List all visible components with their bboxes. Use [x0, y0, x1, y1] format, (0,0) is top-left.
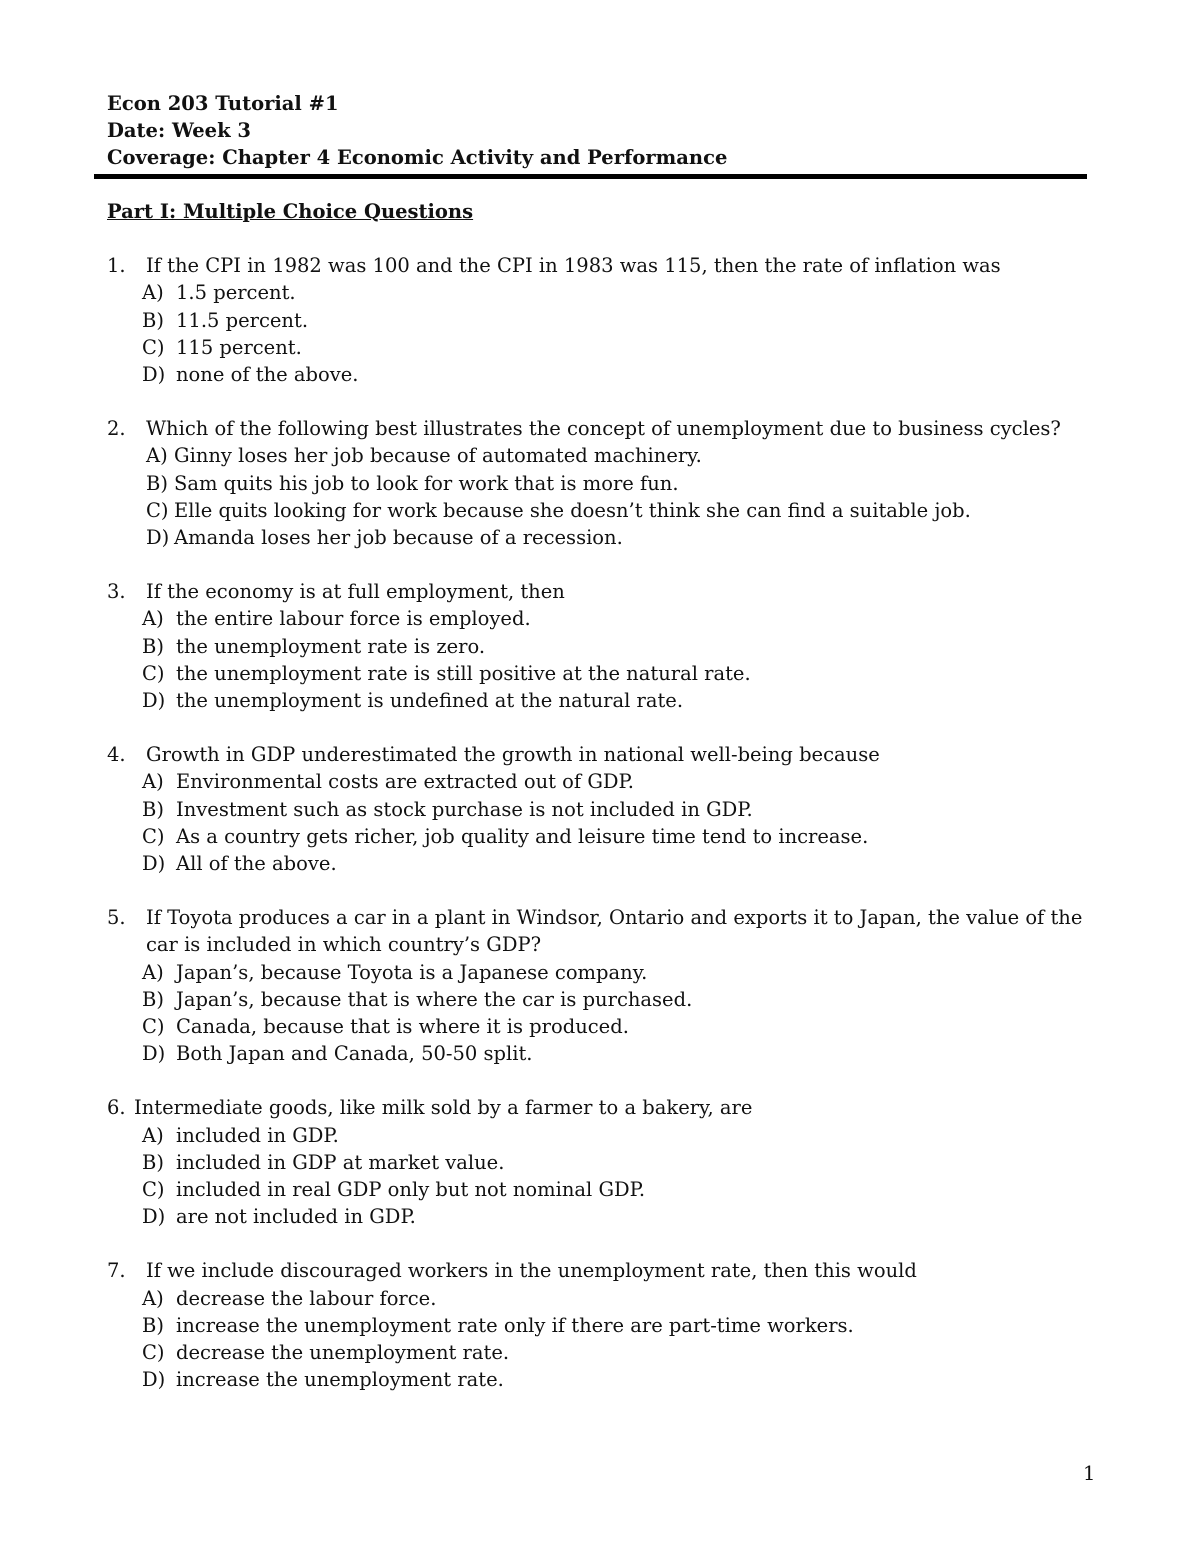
option-d	[142, 1040, 1107, 1067]
option-text: Elle quits looking for work because she doesn’t think she can find a suitable job.	[174, 498, 971, 522]
option-text: are not included in GDP.	[176, 1205, 416, 1229]
option-text: increase the unemployment rate.	[176, 1368, 504, 1392]
option-letter: C)	[142, 1341, 165, 1365]
option-d	[142, 850, 1107, 877]
option-b	[142, 986, 1107, 1013]
option-letter: B)	[142, 308, 164, 332]
option-c	[146, 497, 1107, 524]
tutorial-coverage: Coverage: Chapter 4 Economic Activity and Performance	[107, 146, 728, 169]
option-text: decrease the labour force.	[176, 1286, 437, 1310]
option-letter: C)	[142, 661, 165, 685]
option-text: increase the unemployment rate only if there are part-time workers.	[176, 1313, 854, 1337]
option-letter: D)	[142, 689, 166, 713]
option-c	[142, 334, 1107, 361]
option-text: All of the above.	[176, 852, 337, 876]
option-text: Environmental costs are extracted out of GDP.	[176, 770, 634, 794]
option-d	[142, 687, 1107, 714]
option-b	[142, 796, 1107, 823]
option-text: included in GDP.	[176, 1123, 339, 1147]
question-1	[107, 252, 1107, 388]
option-letter: C)	[146, 498, 169, 522]
option-b	[142, 1312, 1107, 1339]
option-b	[146, 470, 1107, 497]
option-text: included in GDP at market value.	[176, 1150, 505, 1174]
option-a	[142, 279, 1107, 306]
option-letter: D)	[146, 526, 170, 550]
question-4	[107, 741, 1107, 877]
option-letter: A)	[142, 281, 164, 305]
option-list	[107, 442, 1107, 551]
option-text: Sam quits his job to look for work that is more fun.	[174, 471, 679, 495]
question-number: 6.	[107, 1096, 126, 1120]
option-text: 11.5 percent.	[176, 308, 309, 332]
option-letter: C)	[142, 335, 165, 359]
question-text: Intermediate goods, like milk sold by a farmer to a bakery, are	[134, 1096, 753, 1120]
tutorial-date: Date: Week 3	[107, 119, 251, 142]
question-text: If the CPI in 1982 was 100 and the CPI in 1983 was 115, then the rate of inflation was	[146, 254, 1001, 277]
question-number: 2.	[107, 416, 126, 440]
option-text: Japan’s, because Toyota is a Japanese company.	[176, 960, 648, 984]
option-b	[142, 307, 1107, 334]
option-letter: D)	[142, 363, 166, 387]
question-number: 5.	[107, 905, 126, 929]
option-c	[142, 660, 1107, 687]
option-list	[107, 959, 1107, 1068]
option-text: included in real GDP only but not nominal GDP.	[176, 1178, 646, 1202]
option-letter: D)	[142, 1368, 166, 1392]
option-a	[142, 1285, 1107, 1312]
option-text: 1.5 percent.	[176, 281, 296, 305]
option-letter: A)	[142, 1123, 164, 1147]
option-a	[142, 768, 1107, 795]
question-5	[107, 904, 1107, 1068]
option-text: Canada, because that is where it is produced.	[176, 1015, 629, 1039]
option-letter: D)	[142, 1205, 166, 1229]
option-d	[142, 1203, 1107, 1230]
option-text: Amanda loses her job because of a recession.	[174, 526, 623, 550]
option-a	[142, 1122, 1107, 1149]
option-b	[142, 633, 1107, 660]
question-number: 4.	[107, 742, 126, 766]
option-letter: D)	[142, 852, 166, 876]
question-text: If we include discouraged workers in the unemployment rate, then this would	[146, 1259, 917, 1283]
option-c	[142, 1339, 1107, 1366]
question-number: 1.	[107, 254, 126, 277]
option-text: As a country gets richer, job quality and leisure time tend to increase.	[176, 824, 869, 848]
option-letter: C)	[142, 1015, 165, 1039]
option-text: Ginny loses her job because of automated machinery.	[174, 444, 702, 468]
option-text: none of the above.	[176, 363, 359, 387]
option-list	[107, 1285, 1107, 1394]
option-list	[107, 279, 1107, 388]
option-letter: B)	[146, 471, 168, 495]
question-text: Which of the following best illustrates the concept of unemployment due to business cycles?	[146, 416, 1061, 440]
option-list	[107, 605, 1107, 714]
option-letter: C)	[142, 1178, 165, 1202]
option-letter: B)	[142, 1150, 164, 1174]
option-text: decrease the unemployment rate.	[176, 1341, 510, 1365]
question-6	[107, 1094, 1107, 1230]
option-c	[142, 1176, 1107, 1203]
question-text: If the economy is at full employment, then	[146, 579, 565, 603]
question-number: 3.	[107, 579, 126, 603]
header-rule	[94, 174, 1087, 179]
option-b	[142, 1149, 1107, 1176]
option-c	[142, 823, 1107, 850]
option-text: 115 percent.	[176, 335, 302, 359]
option-text: Both Japan and Canada, 50-50 split.	[176, 1042, 533, 1066]
option-letter: A)	[142, 770, 164, 794]
question-7	[107, 1257, 1107, 1393]
option-text: the unemployment rate is zero.	[176, 634, 486, 658]
part-title: Part I: Multiple Choice Questions	[107, 200, 474, 223]
option-text: the entire labour force is employed.	[176, 607, 531, 631]
option-letter: B)	[142, 987, 164, 1011]
question-list	[107, 252, 1107, 1420]
question-number: 7.	[107, 1259, 126, 1283]
option-text: the unemployment is undefined at the natural rate.	[176, 689, 684, 713]
option-letter: B)	[142, 634, 164, 658]
option-letter: A)	[142, 960, 164, 984]
question-text: Growth in GDP underestimated the growth in national well-being because	[146, 742, 880, 766]
option-letter: B)	[142, 1313, 164, 1337]
option-d	[142, 361, 1107, 388]
option-list	[107, 1122, 1107, 1231]
option-letter: B)	[142, 797, 164, 821]
question-2	[107, 415, 1107, 551]
option-letter: A)	[146, 444, 168, 468]
option-text: Investment such as stock purchase is not included in GDP.	[176, 797, 753, 821]
option-text: Japan’s, because that is where the car is purchased.	[176, 987, 693, 1011]
course-title: Econ 203 Tutorial #1	[107, 92, 339, 115]
option-a	[142, 959, 1107, 986]
option-letter: C)	[142, 824, 165, 848]
document-header	[107, 90, 727, 171]
option-d	[146, 524, 1107, 551]
option-text: the unemployment rate is still positive at the natural rate.	[176, 661, 751, 685]
option-d	[142, 1366, 1107, 1393]
option-a	[146, 442, 1107, 469]
option-list	[107, 768, 1107, 877]
question-3	[107, 578, 1107, 714]
page-number: 1	[1083, 1462, 1096, 1485]
option-a	[142, 605, 1107, 632]
option-letter: A)	[142, 1286, 164, 1310]
option-c	[142, 1013, 1107, 1040]
option-letter: D)	[142, 1042, 166, 1066]
option-letter: A)	[142, 607, 164, 631]
question-text: If Toyota produces a car in a plant in Windsor, Ontario and exports it to Japan, the value of the car is included in which country’s GDP?	[146, 905, 1083, 957]
